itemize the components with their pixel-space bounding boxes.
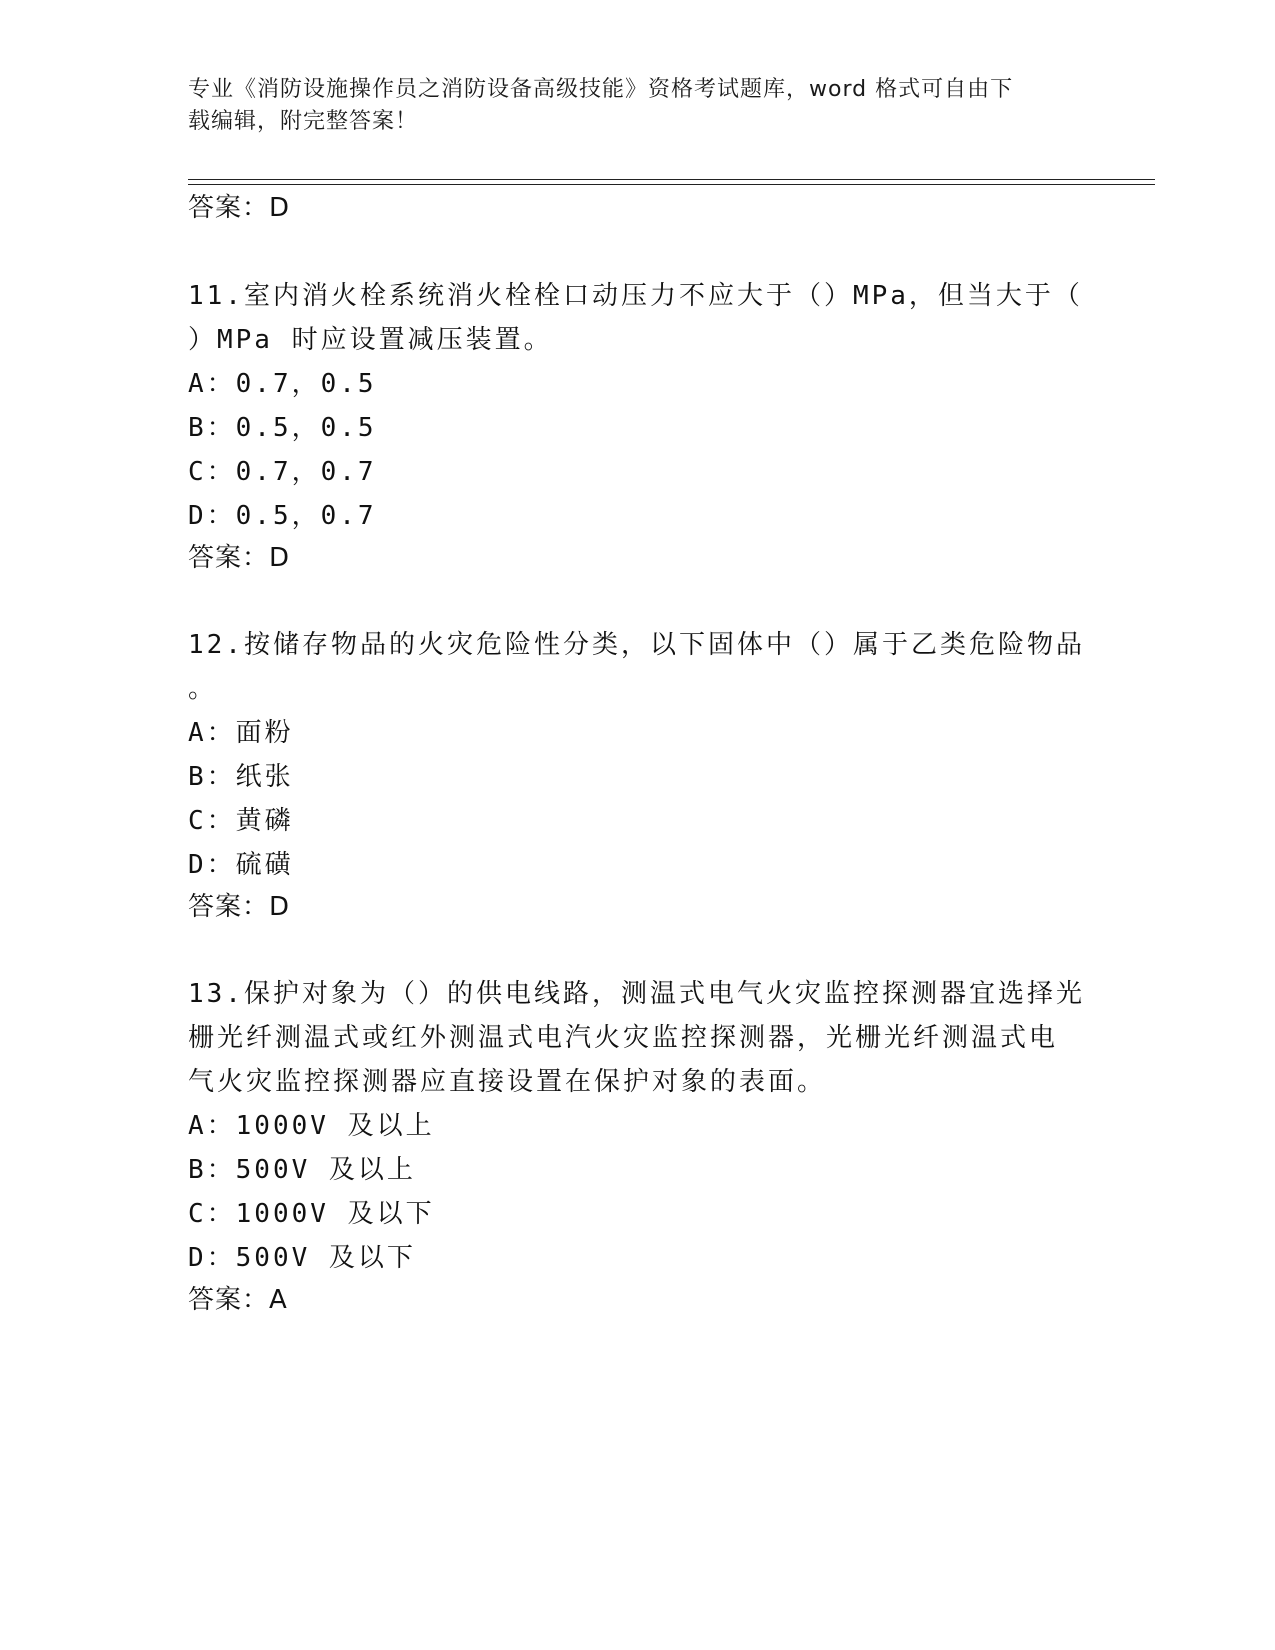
q13-option-b: B：500V 及以上: [188, 1155, 416, 1185]
header-divider-top: [188, 179, 1155, 180]
q12-option-d: D：硫磺: [188, 850, 294, 880]
q12-answer: 答案：D: [188, 892, 291, 922]
q11-stem-line-2: ）MPa 时应设置减压装置。: [188, 325, 553, 355]
header-line-2: 载编辑，附完整答案！: [188, 109, 419, 134]
q11-answer: 答案：D: [188, 543, 291, 573]
q11-stem-line-1: 11.室内消火栓系统消火栓栓口动压力不应大于（）MPa，但当大于（: [188, 281, 1083, 311]
q12-option-b: B：纸张: [188, 762, 294, 792]
header-line-1: 专业《消防设施操作员之消防设备高级技能》资格考试题库，word 格式可自由下: [188, 77, 1014, 102]
previous-answer: 答案：D: [188, 193, 291, 223]
q13-stem-line-2: 栅光纤测温式或红外测温式电汽火灾监控探测器，光栅光纤测温式电: [188, 1023, 1059, 1053]
q12-option-c: C：黄磷: [188, 806, 294, 836]
document-header: [188, 74, 1078, 138]
q12-stem-line-2: 。: [188, 674, 218, 704]
q11-option-a: A：0.7，0.5: [188, 369, 377, 399]
header-divider-bottom: [188, 184, 1155, 185]
q11-option-d: D：0.5，0.7: [188, 501, 377, 531]
q12-stem-line-1: 12.按储存物品的火灾危险性分类，以下固体中（）属于乙类危险物品: [188, 630, 1085, 660]
q11-option-b: B：0.5，0.5: [188, 413, 377, 443]
q13-stem-line-3: 气火灾监控探测器应直接设置在保护对象的表面。: [188, 1067, 827, 1097]
q13-option-d: D：500V 及以下: [188, 1243, 416, 1273]
q13-stem-line-1: 13.保护对象为（）的供电线路，测温式电气火灾监控探测器宜选择光: [188, 979, 1085, 1009]
q13-option-a: A：1000V 及以上: [188, 1111, 435, 1141]
q11-option-c: C：0.7，0.7: [188, 457, 377, 487]
q13-option-c: C：1000V 及以下: [188, 1199, 435, 1229]
q12-option-a: A：面粉: [188, 718, 294, 748]
q13-answer: 答案：A: [188, 1285, 288, 1315]
